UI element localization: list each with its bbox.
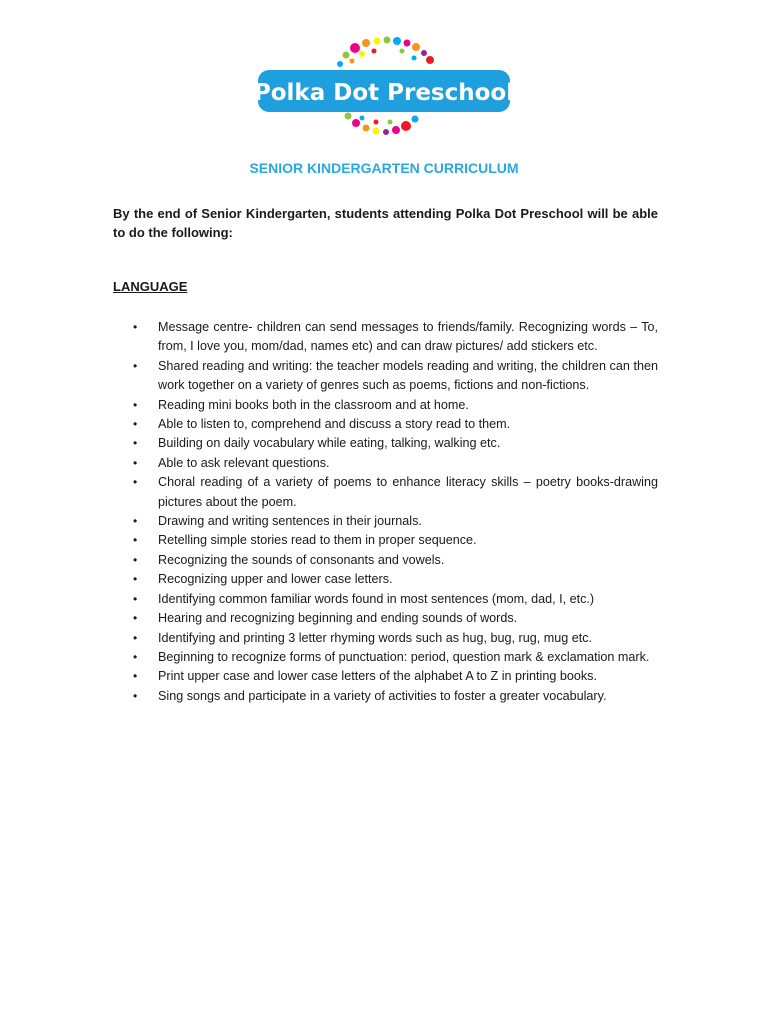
logo-dot [412,43,420,51]
bullet-icon: • [133,669,138,684]
list-item [113,687,658,706]
bullet-icon: • [133,552,138,567]
list-item-text: Identifying common familiar words found in most sentences (mom, dad, I, etc.) [158,591,595,606]
list-item [113,570,658,589]
list-item-text: Print upper case and lower case letters of the alphabet A to Z in printing books. [158,669,597,684]
bullet-icon: • [133,591,138,606]
logo-dot [392,126,400,134]
logo-dot [388,120,393,125]
list-item [113,667,658,686]
logo-dot [383,129,389,135]
logo-dot [372,49,377,54]
list-item [113,609,658,628]
list-item [113,396,658,415]
list-item-text: Reading mini books both in the classroom and at home. [158,397,469,412]
section-heading-language: LANGUAGE [113,279,188,294]
list-item [113,629,658,648]
logo-dot [393,37,401,45]
list-item-text: Building on daily vocabulary while eating, talking, walking etc. [158,436,501,451]
list-item-text: Retelling simple stories read to them in proper sequence. [158,533,477,548]
logo-dot [373,128,380,135]
logo-text: Polka Dot Preschool [253,80,515,106]
list-item-text: Drawing and writing sentences in their journals. [158,514,422,529]
list-item-text: Able to listen to, comprehend and discuss a story read to them. [158,417,511,432]
bullet-icon: • [133,358,138,373]
logo-dot [426,56,434,64]
logo-dot [345,113,352,120]
logo-dot [412,116,419,123]
bullet-icon: • [133,572,138,587]
list-item [113,318,658,357]
language-skills-list [113,318,658,706]
list-item [113,512,658,531]
bullet-icon: • [133,688,138,703]
logo-dot [384,37,391,44]
bullet-icon: • [133,417,138,432]
logo-dot [362,39,370,47]
list-item [113,590,658,609]
bullet-icon: • [133,320,138,334]
list-item-text: Choral reading of a variety of poems to enhance literacy skills – poetry books-drawing pictures about the poem. [158,475,658,509]
bullet-icon: • [133,455,138,470]
list-item [113,551,658,570]
logo-dot [412,56,417,61]
list-item-text: Hearing and recognizing beginning and ending sounds of words. [158,611,518,626]
logo-dot [359,51,365,57]
list-item [113,531,658,550]
logo-graphic [252,34,516,144]
logo-dot [350,43,360,53]
logo-dot [374,38,381,45]
page-title: SENIOR KINDERGARTEN CURRICULUM [249,160,519,176]
bullet-icon: • [133,611,138,626]
list-item-text: Sing songs and participate in a variety of activities to foster a greater vocabulary. [158,688,607,703]
logo-dot [421,50,427,56]
logo-dot [352,119,360,127]
logo-dot [401,121,411,131]
logo-dot [350,59,355,64]
bullet-icon: • [133,630,138,645]
bullet-icon: • [133,436,138,451]
list-item [113,434,658,453]
list-item [113,454,658,473]
list-item [113,415,658,434]
logo-dot [360,116,365,121]
bullet-icon: • [133,397,138,412]
list-item-text: Message centre- children can send messages to friends/family. Recognizing words – To, from, I love you, mom/dad, names etc) and can draw pictures/ add stickers etc. [158,320,658,354]
logo-dot [343,52,350,59]
list-item-text: Shared reading and writing: the teacher models reading and writing, the children can then work together on a variety of genres such as poems, fictions and non-fictions. [158,358,658,393]
list-item [113,357,658,396]
polka-dot-preschool-logo [252,34,516,144]
logo-dot [400,49,405,54]
list-item-text: Beginning to recognize forms of punctuation: period, question mark & exclamation mark. [158,649,650,664]
list-item-text: Identifying and printing 3 letter rhyming words such as hug, bug, rug, mug etc. [158,630,593,645]
bullet-icon: • [133,649,138,664]
bullet-icon: • [133,514,138,529]
list-item [113,648,658,667]
logo-dot [404,40,411,47]
list-item-text: Recognizing upper and lower case letters. [158,572,393,587]
logo-dot [337,61,343,67]
bullet-icon: • [133,533,138,548]
logo-dot [374,120,379,125]
list-item [113,473,658,512]
bullet-icon: • [133,475,138,490]
logo-dot [363,125,370,132]
list-item-text: Recognizing the sounds of consonants and vowels. [158,552,445,567]
intro-paragraph: By the end of Senior Kindergarten, students attending Polka Dot Preschool will be able to do the following: [113,206,658,240]
list-item-text: Able to ask relevant questions. [158,455,330,470]
